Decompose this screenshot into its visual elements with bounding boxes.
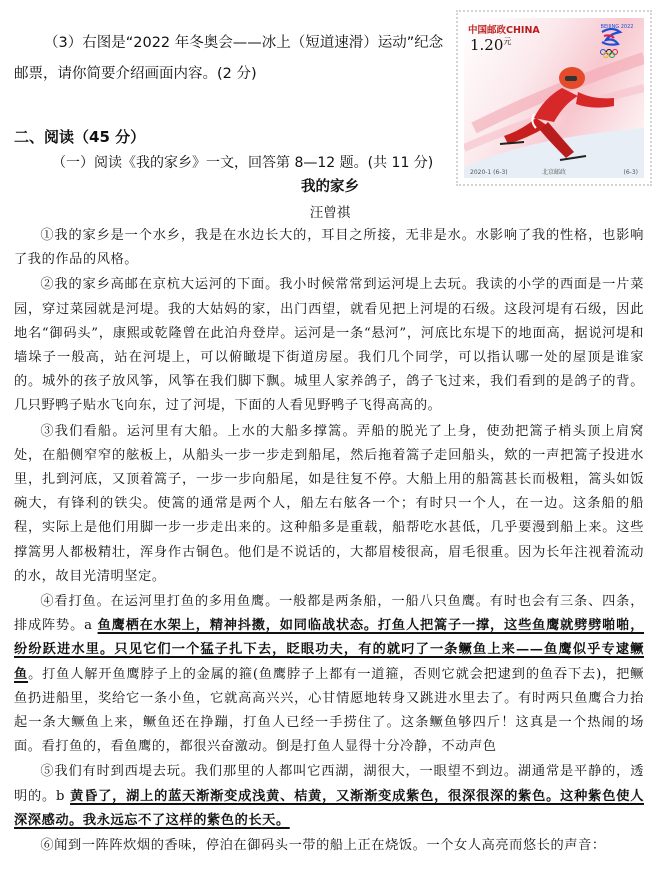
underlined-sentence-a: 鱼鹰栖在水架上，精神抖擞，如同临战状态。打鱼人把篙子一撑，这些鱼鹰就劈劈啪啪，纷纷跃进水里。只见它们一个猛子扎下去，眨眼功夫，有的就叼了一条鳜鱼上来——鱼鹰似乎专逮鳜鱼 bbox=[14, 618, 644, 682]
question-3-line1: （3）右图是“2022 年冬奥会——冰上（短道速滑）运动”纪念 bbox=[44, 35, 444, 51]
underlined-sentence-b: 黄昏了，湖上的蓝天渐渐变成浅黄、桔黄，又渐渐变成紫色，很深很深的紫色。这种紫色使人深深感动。我永远忘不了这样的紫色的长天。 bbox=[14, 788, 644, 828]
article-title: 我的家乡 bbox=[301, 179, 359, 195]
paragraph-4 bbox=[14, 590, 644, 759]
paragraph-2: ②我的家乡高邮在京杭大运河的下面。我小时候常常到运河堤上去玩。我读的小学的西面是一片菜园，穿过菜园就是河堤。我的大姑妈的家，出门西望，就看见把上河堤的石级。这段河堤有石级，因此地名“御码头”，康熙或乾隆曾在此泊舟登岸。运河是一条“悬河”，河底比东堤下的地面高，据说河堤和墙垛子一般高，站在河堤上，可以俯瞰堤下街道房屋。我们几个同学，可以指认哪一处的屋顶是谁家的。城外的孩子放风筝，风筝在我们脚下飘。城里人家养鸽子，鸽子飞过来，我们看到的是鸽子的背。几只野鸭子贴水飞向东，过了河堤，下面的人看见野鸭子飞得高高的。 bbox=[14, 277, 644, 414]
reading-part-1-instruction: （一）阅读《我的家乡》一文，回答第 8—12 题。(共 11 分) bbox=[52, 155, 434, 171]
paragraph-3: ③我们看船。运河里有大船。上水的大船多撑篙。弄船的脱光了上身，使劲把篙子梢头顶上肩窝处，在船侧窄窄的舷板上，从船头一步一步走到船尾，然后拖着篙子走回船头，欸的一声把篙子投进水里，扎到河底，又顶着篙子，一步一步向船尾，如是往复不停。大船上用的船篙甚长而极粗，篙头如饭碗大，有锋利的铁尖。使篙的通常是两个人，船左右舷各一个；有时只一个人，在一边。这条船的船程，实际上是他们用脚一步一步走出来的。这种船多是重载，船帮吃水甚低，几乎要漫到船上来。这些撑篙男人都极精壮，浑身作古铜色。他们是不说话的，大都眉棱很高，眉毛很重。因为长年注视着流动的水，故目光清明坚定。 bbox=[14, 423, 644, 584]
stamp-serial: (6-3) bbox=[623, 169, 638, 176]
article-author: 汪曾祺 bbox=[309, 205, 351, 221]
paragraph-4-intro: ④看打鱼。在运河里打鱼的多用鱼鹰。一般都是两条船，一船八只鱼鹰。有时也会有三条、四条，排成阵势。a bbox=[14, 594, 644, 634]
stamp-issuer: 北京邮政 bbox=[542, 169, 567, 176]
paragraph-5 bbox=[14, 760, 644, 833]
stamp-face-value: $1.20^元$ bbox=[470, 36, 512, 54]
stamp-country: 中国邮政CHINA bbox=[468, 25, 540, 36]
olympic-emblem bbox=[596, 24, 638, 30]
paragraph-1: ①我的家乡是一个水乡，我是在水边长大的，耳目之所接，无非是水。水影响了我的性格，也影响了我的作品的风格。 bbox=[14, 228, 644, 268]
stamp-value-unit: 元 bbox=[503, 37, 512, 46]
article-body bbox=[14, 224, 644, 859]
beijing-2022-emblem-icon bbox=[596, 24, 626, 58]
paragraph-6: ⑥闻到一阵阵炊烟的香味，停泊在御码头一带的船上正在烧饭。一个女人高亮而悠长的声音： bbox=[40, 838, 606, 854]
question-3 bbox=[14, 28, 444, 90]
paragraph-5-intro: ⑤我们有时到西堤去玩。我们那里的人都叫它西湖，湖很大，一眼望不到边。湖通常是平静的，透明的。b bbox=[14, 764, 644, 804]
commemorative-stamp bbox=[456, 10, 652, 186]
stamp-code: 2020-1 (6-3) bbox=[470, 169, 508, 176]
emblem-label: BEIJING 2022 bbox=[600, 24, 634, 30]
paragraph-4-rest: 。打鱼人解开鱼鹰脖子上的金属的箍(鱼鹰脖子上都有一道箍，否则它就会把逮到的鱼吞下去)，把鳜鱼扔进船里，奖给它一条小鱼，它就高高兴兴，心甘情愿地转身又跳进水里去了。有时两只鱼鹰合力抬起一条大鳜鱼上来，鳜鱼还在挣蹦，打鱼人已经一手捞住了。这条鳜鱼够四斤！这真是一个热闹的场面。看打鱼的，看鱼鹰的，都很兴奋激动。倒是打鱼人显得十分冷静，不动声色 bbox=[14, 666, 644, 755]
section-2-heading: 二、阅读（45 分） bbox=[14, 128, 146, 146]
stamp-artwork bbox=[464, 18, 644, 178]
question-3-line2: 邮票，请你简要介绍画面内容。(2 分) bbox=[14, 66, 257, 82]
